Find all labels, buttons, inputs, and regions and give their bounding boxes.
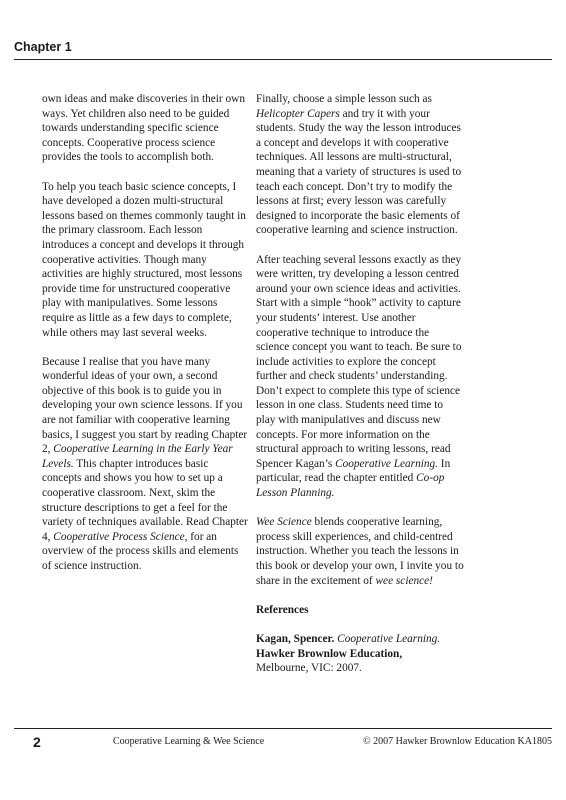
chapter-title-reference: Co-op Lesson Planning. [256,472,445,500]
reference-author: Kagan, Spencer. [256,632,335,645]
text-run: After teaching several lessons exactly as they were written, try developing a lesson centred around your own science ideas and activities. Start with a simple “hook” activity to capture your students’ interest. Use another cooperative technique to introduce the science concept you want to teach. Be sure to include activities to explore the concept further and check students’ understanding. Don’t expect to complete this type of science lesson in one class. Students need time to play with manipulatives and discuss new concepts. For more information on the structural approach to writing lessons, read Spencer Kagan’s [256,253,462,470]
reference-publisher: Hawker Brownlow Education, [256,647,403,660]
right-paragraph-3 [256,515,464,588]
left-column [42,92,250,574]
text-run: for an overview of the process skills and elements of science instruction. [42,530,239,572]
reference-place-year: Melbourne, VIC: 2007. [256,662,362,675]
book-title-reference: Cooperative Learning. [335,457,438,470]
text-run: blends cooperative learning, process skill experiences, and child-centred instruction. Whether you teach the lessons in this book or develop your own, I invite you to share in the excitement of [256,516,464,587]
left-paragraph-3 [42,355,250,574]
text-run: Because I realise that you have many wonderful ideas of your own, a second objective of this book is to guide you in developing your own science lessons. If you are not familiar with cooperative learning basics, I suggest you start by reading Chapter 2, [42,355,248,456]
book-reference-chapter-2: Cooperative Learning in the Early Year Levels. [42,443,233,470]
text-run: Finally, choose a simple lesson such as [256,93,432,105]
references-heading: References [256,603,309,616]
reference-entry [256,632,464,676]
chapter-label: Chapter 1 [14,40,72,54]
series-title: Wee Science [256,516,312,529]
left-paragraph-2: To help you teach basic science concepts, I have developed a dozen multi-structural lessons based on themes commonly taught in the primary classroom. Each lesson introduces a concept and develops it through cooperative activities. Though many activities are highly structured, most lessons provide time for unstructured cooperative play with manipulatives. Some lessons require as little as a few days to complete, while others may last several weeks. [42,180,246,339]
book-reference-chapter-4: Cooperative Process Science, [53,530,188,543]
right-paragraph-2 [256,253,464,501]
left-paragraph-1: own ideas and make discoveries in their own ways. Yet children also need to be guided towards understanding specific science concepts. Cooperative process science provides the tools to accomplish both. [42,93,245,164]
text-run: This chapter introduces basic concepts and shows you how to set up a cooperative classroom. Next, skim the structure descriptions to get a feel for the variety of techniques available. Read Chapter 4, [42,457,248,543]
page-footer [14,728,552,753]
page-number: 2 [33,734,41,750]
series-title-closing: wee science! [375,574,433,587]
chapter-header [14,38,552,60]
lesson-title-reference: Helicopter Capers [256,107,340,120]
right-column [256,92,464,676]
right-paragraph-1 [256,92,464,238]
footer-copyright: © 2007 Hawker Brownlow Education KA1805 [363,736,552,747]
text-run: In particular, read the chapter entitled [256,457,451,485]
reference-title: Cooperative Learning. [334,632,441,645]
text-run: and try it with your students. Study the way the lesson introduces a concept and develops it with cooperative techniques. All lessons are multi-structural, meaning that a variety of structures is used to teach each concept. Don’t try to modify the lessons at first; every lesson was carefully designed to incorporate the basic elements of cooperative learning and science instruction. [256,107,462,237]
footer-book-title: Cooperative Learning & Wee Science [113,736,265,747]
